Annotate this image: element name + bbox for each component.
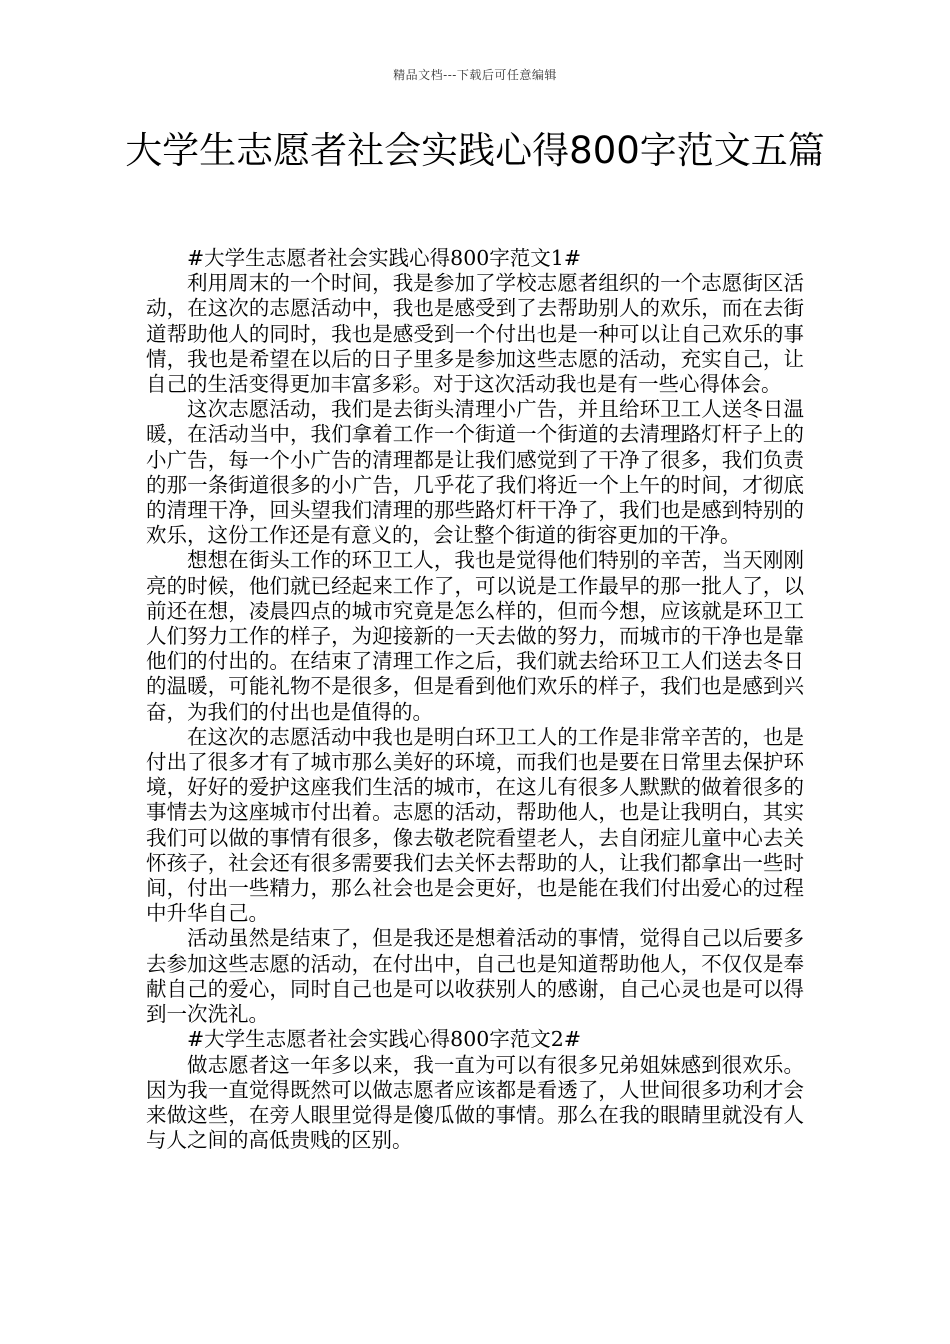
body-paragraph: 这次志愿活动，我们是去街头清理小广告，并且给环卫工人送冬日温暖，在活动当中，我们拿着工作一个街道一个街道的去清理路灯杆子上的小广告，每一个小广告的清理都是让我们感觉到了干净了很多，我们负责的那一条街道很多的小广告，几乎花了我们将近一个上午的时间，才彻底的清理干净，回头望我们清理的那些路灯杆干净了，我们也是感到特别的欢乐，这份工作还是有意义的，会让整个街道的街容更加的干净。 xyxy=(146,397,804,548)
body-paragraph: 利用周末的一个时间，我是参加了学校志愿者组织的一个志愿街区活动，在这次的志愿活动中，我也是感受到了去帮助别人的欢乐，而在去街道帮助他人的同时，我也是感受到一个付出也是一种可以让自己欢乐的事情，我也是希望在以后的日子里多是参加这些志愿的活动，充实自己，让自己的生活变得更加丰富多彩。对于这次活动我也是有一些心得体会。 xyxy=(146,271,804,397)
document-title: 大学生志愿者社会实践心得800字范文五篇 xyxy=(125,129,825,172)
body-paragraph: 想想在街头工作的环卫工人，我也是觉得他们特别的辛苦，当天刚刚亮的时候，他们就已经起来工作了，可以说是工作最早的那一批人了，以前还在想，凌晨四点的城市究竟是怎么样的，但而今想，应该就是环卫工人们努力工作的样子，为迎接新的一天去做的努力，而城市的干净也是靠他们的付出的。在结束了清理工作之后，我们就去给环卫工人们送去冬日的温暖，可能礼物不是很多，但是看到他们欢乐的样子，我们也是感到兴奋，为我们的付出也是值得的。 xyxy=(146,548,804,724)
body-paragraph: 活动虽然是结束了，但是我还是想着活动的事情，觉得自己以后要多去参加这些志愿的活动，在付出中，自己也是知道帮助他人，不仅仅是奉献自己的爱心，同时自己也是可以收获别人的感谢，自己心灵也是可以得到一次洗礼。 xyxy=(146,926,804,1027)
body-paragraph: 在这次的志愿活动中我也是明白环卫工人的工作是非常辛苦的，也是付出了很多才有了城市那么美好的环境，而我们也是要在日常里去保护环境，好好的爱护这座我们生活的城市，在这儿有很多人默默的做着很多的事情去为这座城市付出着。志愿的活动，帮助他人，也是让我明白，其实我们可以做的事情有很多，像去敬老院看望老人，去自闭症儿童中心去关怀孩子，社会还有很多需要我们去关怀去帮助的人，让我们都拿出一些时间，付出一些精力，那么社会也是会更好，也是能在我们付出爱心的过程中升华自己。 xyxy=(146,724,804,926)
section-heading-2: #大学生志愿者社会实践心得800字范文2# xyxy=(187,1027,582,1052)
header-note: 精品文档---下载后可任意编辑 xyxy=(393,68,557,82)
body-paragraph: 做志愿者这一年多以来，我一直为可以有很多兄弟姐妹感到很欢乐。因为我一直觉得既然可以做志愿者应该都是看透了，人世间很多功利才会来做这些，在旁人眼里觉得是傻瓜做的事情。那么在我的眼睛里就没有人与人之间的高低贵贱的区别。 xyxy=(146,1052,804,1153)
document-body xyxy=(146,246,804,1153)
section-heading-1: #大学生志愿者社会实践心得800字范文1# xyxy=(187,246,582,270)
